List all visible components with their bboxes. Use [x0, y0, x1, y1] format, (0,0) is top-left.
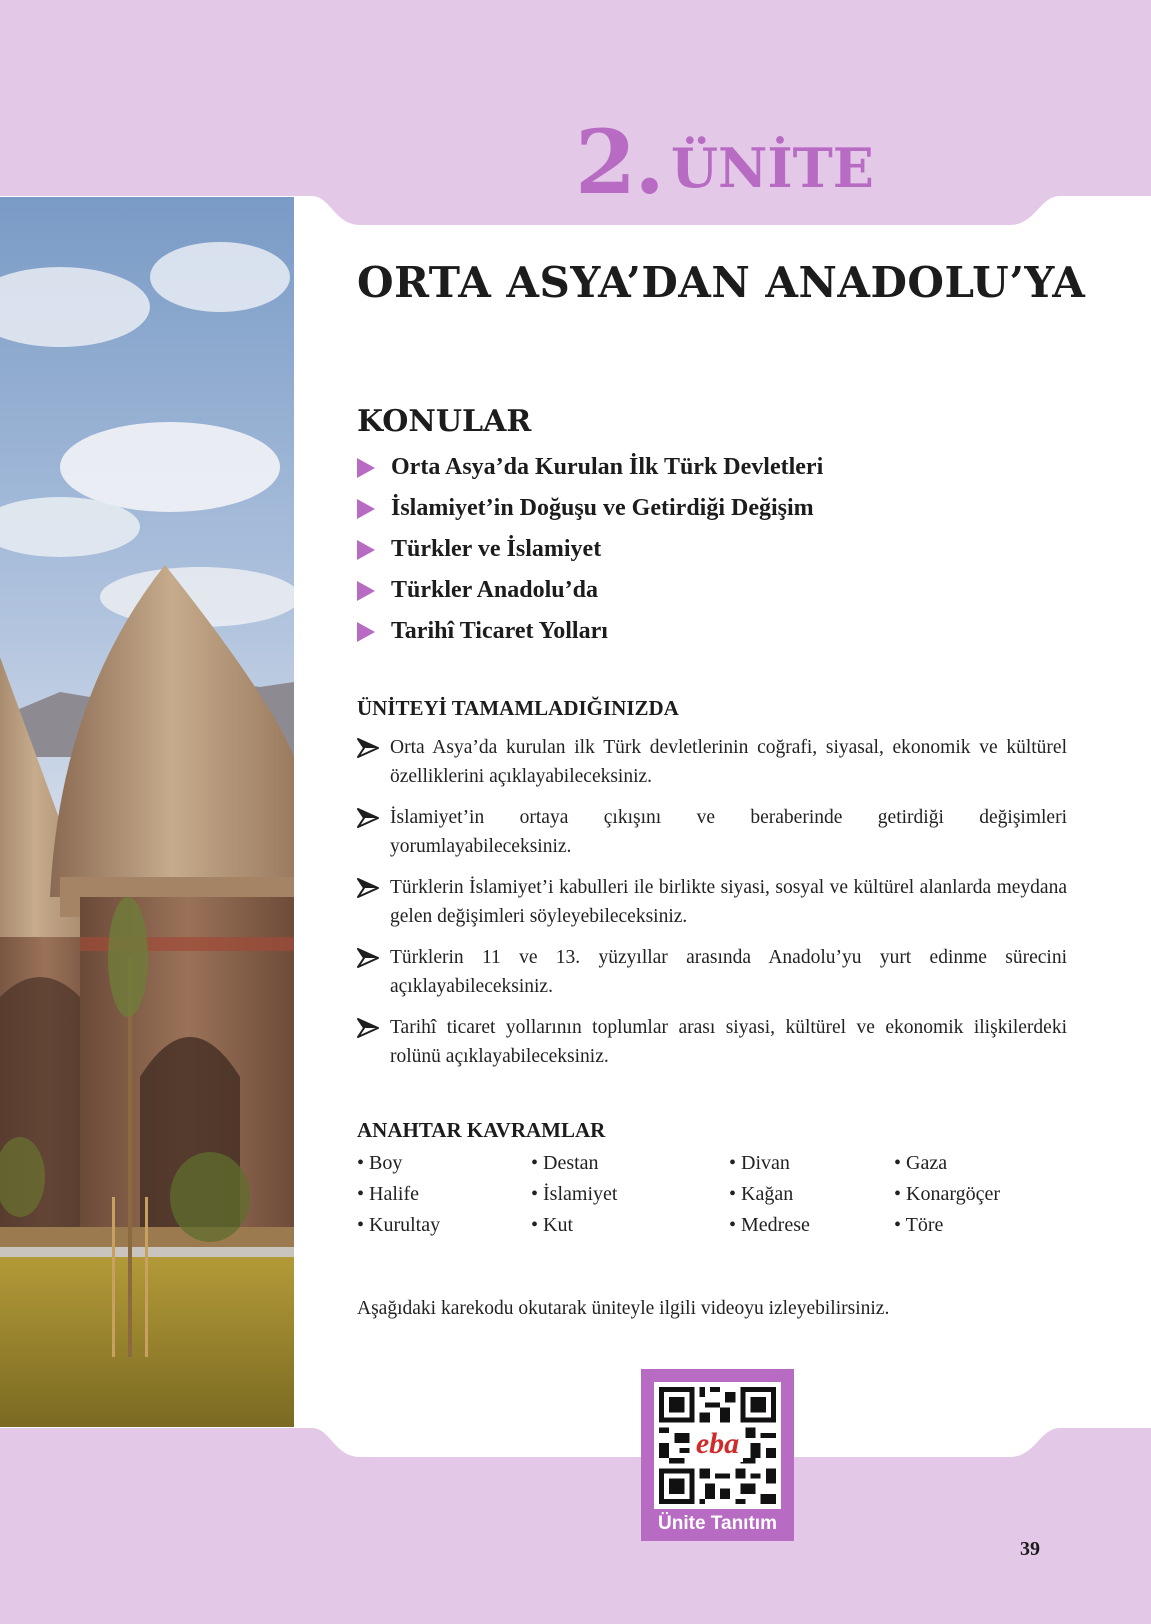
arrowhead-bullet-icon	[357, 948, 379, 968]
arrowhead-bullet-icon	[357, 878, 379, 898]
keyword-item: • Destan	[531, 1152, 599, 1174]
outcomes-list	[357, 733, 1067, 1083]
eba-logo: eba	[695, 1427, 740, 1460]
keyword-item: • İslamiyet	[531, 1183, 618, 1205]
outcome-item: Tarihî ticaret yollarının toplumlar arası siyasi, kültürel ve ekonomik ilişkilerdeki rolünü açıklayabileceksiniz.	[357, 1013, 1067, 1071]
qr-code-card[interactable]	[641, 1369, 794, 1541]
keyword-item: • Kağan	[729, 1183, 794, 1205]
arrowhead-bullet-icon	[357, 738, 379, 758]
topic-item: Tarihî Ticaret Yolları	[357, 611, 823, 652]
page-number: 39	[1020, 1538, 1040, 1560]
keyword-item: • Kut	[531, 1214, 574, 1236]
arrowhead-bullet-icon	[357, 808, 379, 828]
arrowhead-bullet-icon	[357, 1018, 379, 1038]
outcome-item: Türklerin 11 ve 13. yüzyıllar arasında Anadolu’yu yurt edinme sürecini açıklayabileceksiniz.	[357, 943, 1067, 1001]
keyword-item: • Medrese	[729, 1214, 810, 1236]
triangle-bullet-icon	[357, 458, 375, 478]
triangle-bullet-icon	[357, 622, 375, 642]
keyword-item: • Boy	[357, 1152, 403, 1174]
page-title: ORTA ASYA’DAN ANADOLU’YA	[357, 258, 1086, 307]
topics-heading: KONULAR	[357, 404, 532, 439]
unit-word: ÜNİTE	[670, 136, 874, 200]
outcome-item: Türklerin İslamiyet’i kabulleri ile birlikte siyasi, sosyal ve kültürel alanlarda meydana gelen değişimleri söyleyebileceksiniz.	[357, 873, 1067, 931]
topic-item: İslamiyet’in Doğuşu ve Getirdiği Değişim	[357, 488, 823, 529]
unit-number: 2.	[575, 110, 663, 214]
keyword-item: • Divan	[729, 1152, 790, 1174]
kumbet-photo	[0, 197, 294, 1427]
topic-item: Türkler Anadolu’da	[357, 570, 823, 611]
keyword-item: • Konargöçer	[894, 1183, 1001, 1205]
topic-item: Orta Asya’da Kurulan İlk Türk Devletleri	[357, 447, 823, 488]
keyword-item: • Kurultay	[357, 1214, 441, 1236]
keyword-item: • Halife	[357, 1183, 419, 1205]
triangle-bullet-icon	[357, 581, 375, 601]
unit-header	[575, 112, 874, 212]
keywords-grid	[357, 1148, 1057, 1244]
keyword-item: • Töre	[894, 1214, 944, 1236]
qr-code[interactable]	[654, 1382, 781, 1509]
outcomes-heading: ÜNİTEYİ TAMAMLADIĞINIZDA	[357, 696, 679, 720]
keyword-item: • Gaza	[894, 1152, 948, 1174]
outcome-item: Orta Asya’da kurulan ilk Türk devletlerinin coğrafi, siyasal, ekonomik ve kültürel özelliklerini açıklayabileceksiniz.	[357, 733, 1067, 791]
qr-label: Ünite Tanıtım	[658, 1513, 777, 1534]
triangle-bullet-icon	[357, 499, 375, 519]
qr-instruction: Aşağıdaki karekodu okutarak üniteyle ilgili videoyu izleyebilirsiniz.	[357, 1298, 890, 1319]
outcome-item: İslamiyet’in ortaya çıkışını ve beraberinde getirdiği değişimleri yorumlayabileceksiniz.	[357, 803, 1067, 861]
triangle-bullet-icon	[357, 540, 375, 560]
topic-item: Türkler ve İslamiyet	[357, 529, 823, 570]
topics-list	[357, 447, 823, 652]
keywords-heading: ANAHTAR KAVRAMLAR	[357, 1118, 606, 1142]
